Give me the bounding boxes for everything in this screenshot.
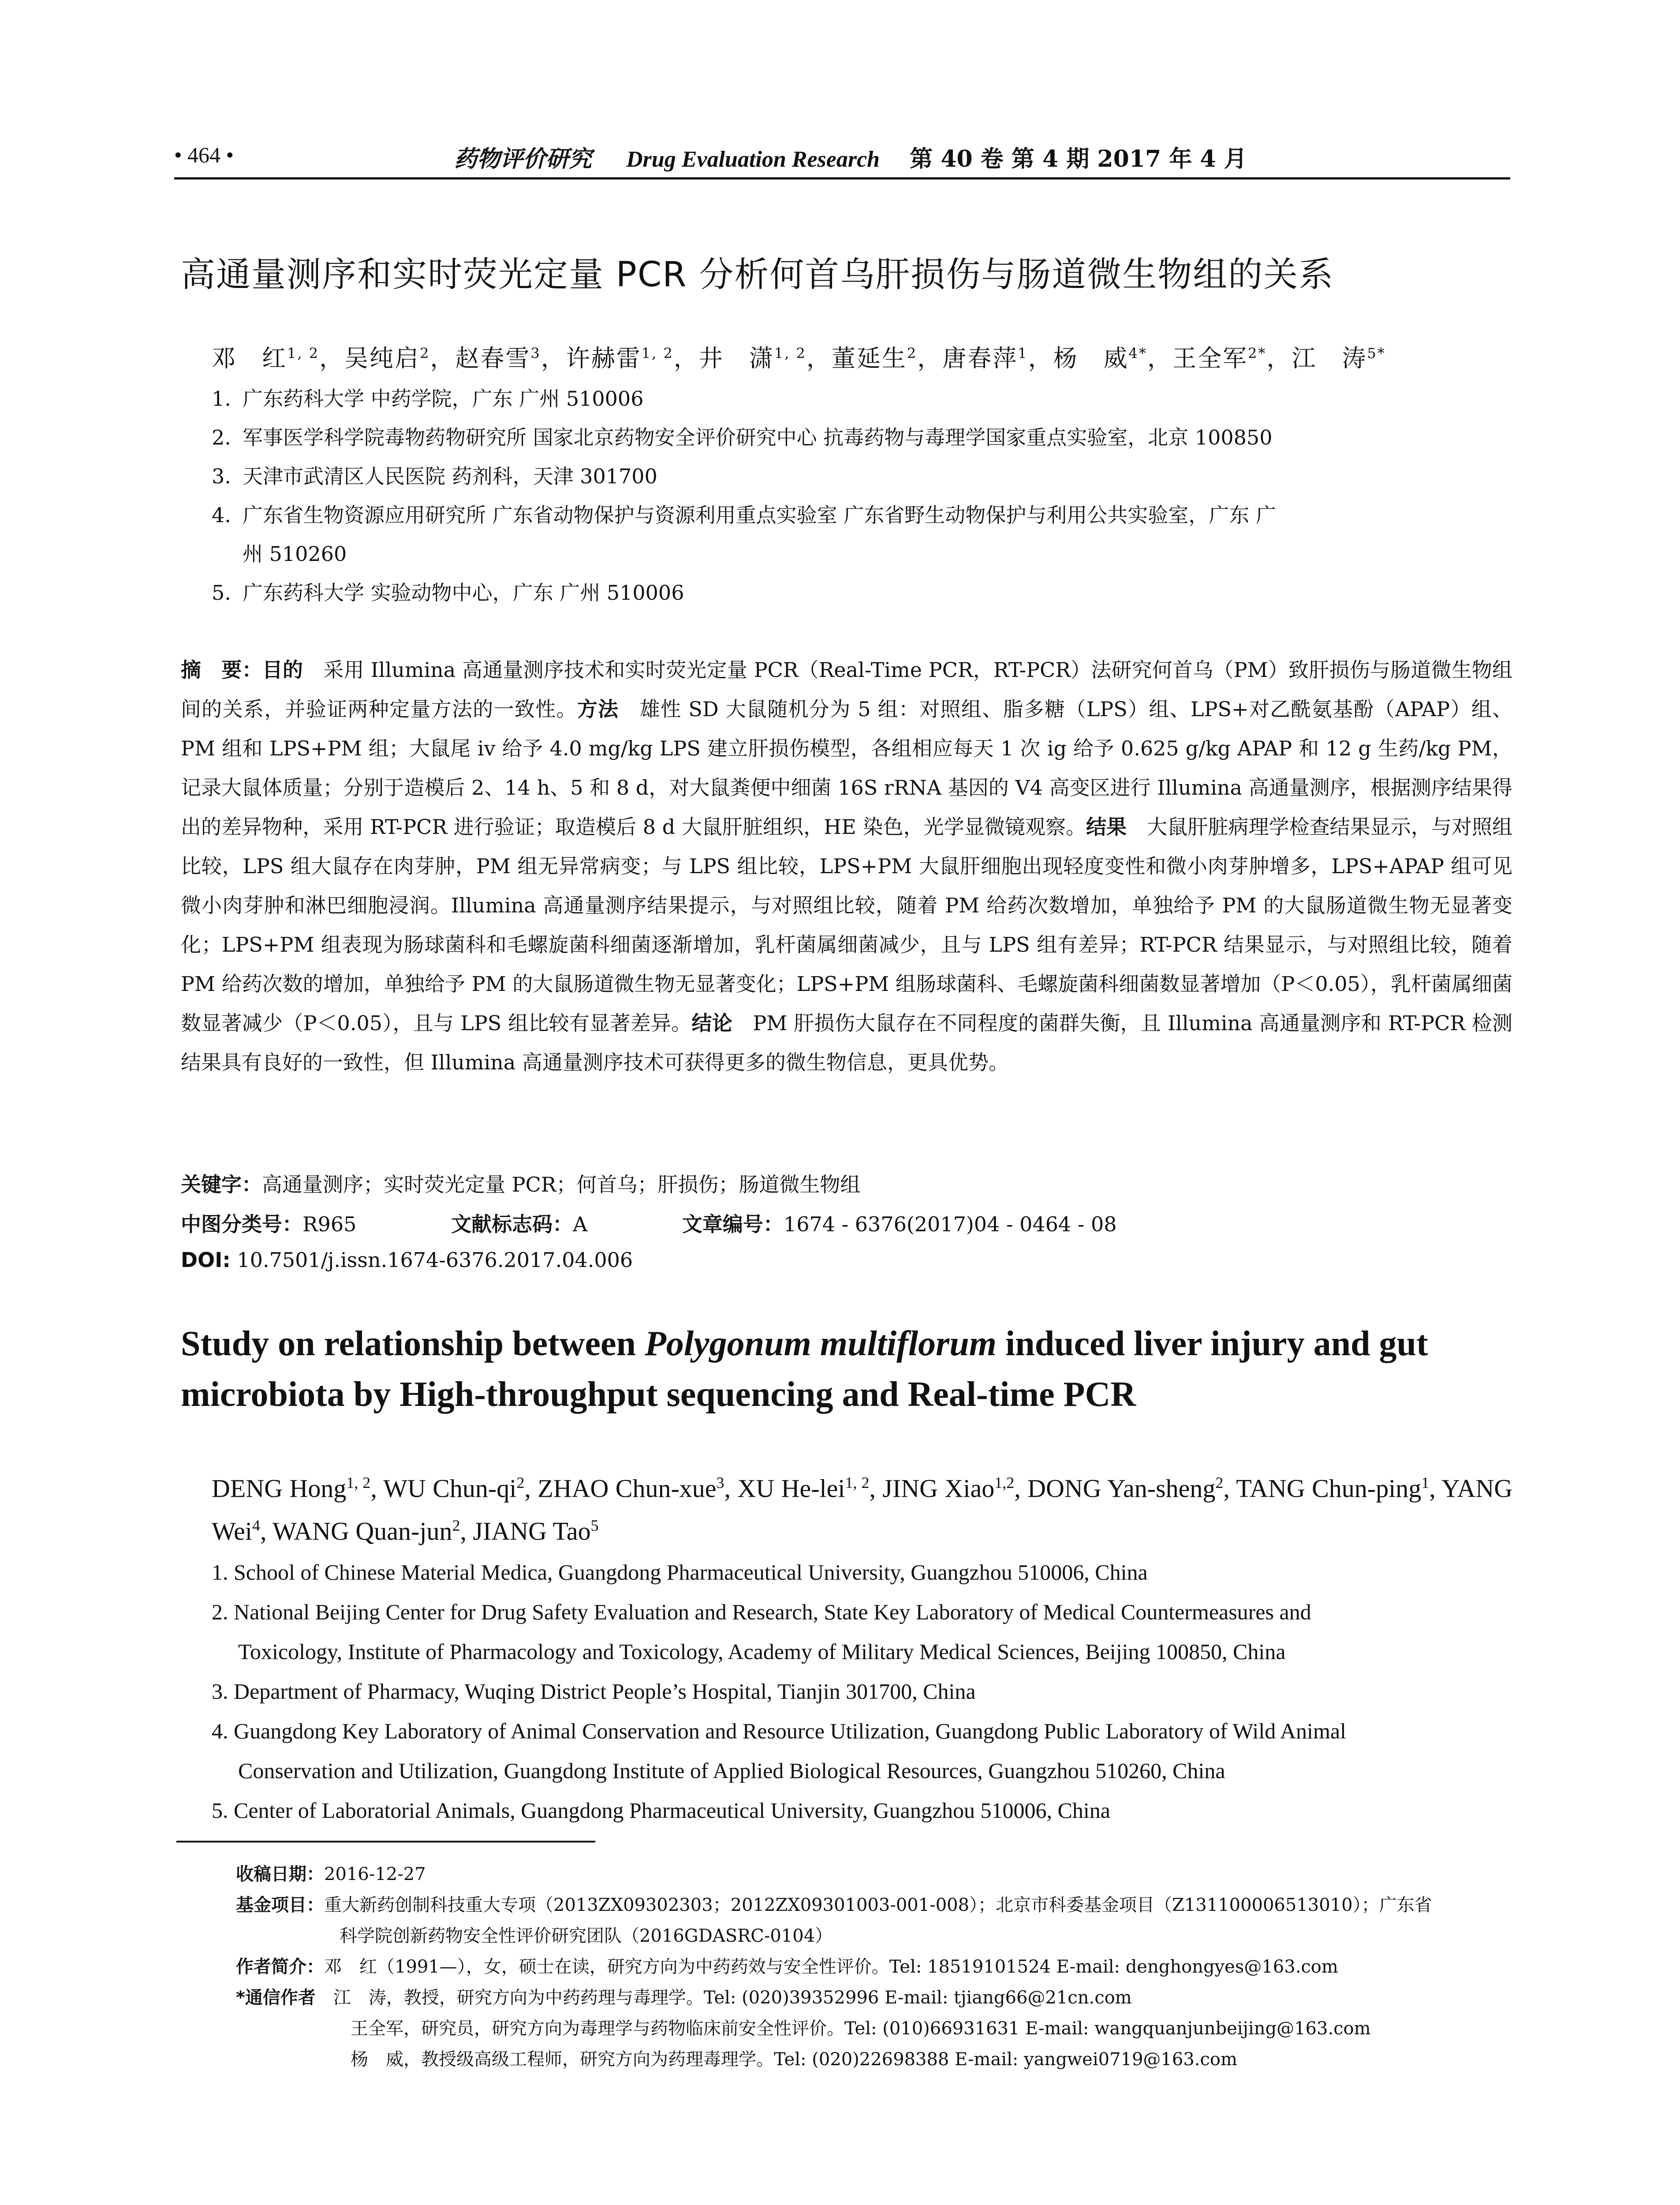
affiliation-item: 2. National Beijing Center for Drug Safety Evaluation and Research, State Key Laboratory of Medical Countermeasures and Toxicology, Institute of Pharmacology and Toxicology, Academy of Military Medical Sciences, Beijing 100850, China — [212, 1600, 1311, 1664]
affiliation-item: 1. 广东药科大学 中药学院，广东 广州 510006 — [212, 387, 644, 411]
received-date: 收稿日期：2016-12-27 — [236, 1864, 426, 1884]
affiliation-item: 5. 广东药科大学 实验动物中心，广东 广州 510006 — [212, 581, 684, 605]
affiliation-item: 4. 广东省生物资源应用研究所 广东省动物保护与资源利用重点实验室 广东省野生动物保护与利用公共实验室，广东 广 州 510260 — [212, 503, 1276, 566]
author-bio: 作者简介：邓 红（1991—），女，硕士在读，研究方向为中药药效与安全性评价。Tel: 18519101524 E-mail: denghongyes@163.com — [236, 1957, 1338, 1977]
author: 吴纯启$^2$， — [344, 344, 455, 372]
method-text: 雄性 SD 大鼠随机分为 5 组：对照组、脂多糖（LPS）组、LPS+对乙酰氨基酚（APAP）组、PM 组和 LPS+PM 组；大鼠尾 iv 给予 4.0 mg/kg LPS 建立肝损伤模型，各组相应每天 1 次 ig 给予 0.625 g/kg APAP 和 12 g 生药/kg PM，记录大鼠体质量；分别于造模后 2、14 h、5 和 8 d，对大鼠粪便中细菌 16S rRNA 基因的 V4 高变区进行 Illumina 高通量测序，根据测序结果得出的差异物种，采用 RT-PCR 进行验证；取造模后 8 d 大鼠肝脏组织，HE 染色，光学显微镜观察。 — [181, 697, 1513, 839]
chinese-title: 高通量测序和实时荧光定量 PCR 分析何首乌肝损伤与肠道微生物组的关系 — [181, 255, 1334, 295]
journal-name-en: Drug Evaluation Research — [626, 147, 880, 172]
header-rule — [174, 177, 1510, 179]
affiliation-item: 1. School of Chinese Material Medica, Guangdong Pharmaceutical University, Guangzhou 510006, China — [212, 1560, 1148, 1585]
objective-label: 目的 — [262, 658, 303, 682]
english-affiliations — [212, 1552, 1512, 1830]
abstract — [181, 650, 1512, 1082]
author: 董延生$^2$， — [831, 344, 943, 372]
corresponding-authors: *通信作者 江 涛，教授，研究方向为中药药理与毒理学。Tel: (020)39352996 E-mail: tjiang66@21cn.com 王全军，研究员，研究方向为毒理学与药物临床前安全性评价。Tel: (010)66931631 E-mail: wangquanjunbeijing@163.com 杨 威，教授级高级工程师，研究方向为药理毒理学。Tel: (020)22698388 E-mail: yangwei0719@163.com — [236, 1988, 1371, 2070]
affiliation-item: 4. Guangdong Key Laboratory of Animal Conservation and Resource Utilization, Guangdong Public Laboratory of Wild Animal Conservation and Utilization, Guangdong Institute of Applied Biological Resources, Guangzhou 510260, China — [212, 1719, 1346, 1783]
footnotes — [236, 1859, 1510, 2075]
author: 赵春雪$^3$， — [455, 344, 566, 372]
page-number: • 464 • — [174, 142, 234, 167]
keywords: 关键字：高通量测序；实时荧光定量 PCR；何首乌；肝损伤；肠道微生物组 — [181, 1173, 861, 1196]
english-title: Study on relationship between Polygonum multiflorum induced liver injury and gut microbiota by High-throughput sequencing and Real-time PCR — [181, 1324, 1428, 1414]
author: 江 涛$^{5*}$ — [1292, 344, 1386, 372]
author: 井 潇$^{1, 2}$， — [698, 344, 832, 372]
method-label: 方法 — [577, 697, 619, 721]
author: 杨 威$^{4*}$， — [1053, 344, 1172, 372]
objective-text: 采用 Illumina 高通量测序技术和实时荧光定量 PCR（Real-Time PCR，RT-PCR）法研究何首乌（PM）致肝损伤与肠道微生物组间的关系，并验证两种定量方法的一致性。 — [181, 658, 1513, 721]
author: 王全军$^{2*}$， — [1172, 344, 1292, 372]
result-text: 大鼠肝脏病理学检查结果显示，与对照组比较，LPS 组大鼠存在肉芽肿，PM 组无异常病变；与 LPS 组比较，LPS+PM 大鼠肝细胞出现轻度变性和微小肉芽肿增多，LPS+APAP 组可见微小肉芽肿和淋巴细胞浸润。Illumina 高通量测序结果提示，与对照组比较，随着 PM 给药次数增加，单独给予 PM 的大鼠肠道微生物无显著变化；LPS+PM 组表现为肠球菌科和毛螺旋菌科细菌逐渐增加，乳杆菌属细菌减少，且与 LPS 组有差异；RT-PCR 结果显示，与对照组比较，随着 PM 给药次数的增加，单独给予 PM 的大鼠肠道微生物无显著变化；LPS+PM 组肠球菌科、毛螺旋菌科细菌数显著增加（P＜0.05），乳杆菌属细菌数显著减少（P＜0.05），且与 LPS 组比较有显著差异。 — [181, 815, 1513, 1035]
english-author-list: DENG Hong$^{1, 2}$, WU Chun-$qi^2$, ZHAO Chun-xue$^3$, XU He-lei$^{1, 2}$, JING Xiao$^{1,2}$, DONG Yan-sheng$^2$, TANG Chun-ping$^1$, YANG Wei$^4$, WANG Quan-jun$^2$, JIANG Tao$^5$ — [212, 1474, 1513, 1546]
author: 唐春萍$^1$， — [942, 344, 1053, 372]
affiliation-item: 2. 军事医学科学院毒物药物研究所 国家北京药物安全评价研究中心 抗毒药物与毒理学国家重点实验室，北京 100850 — [212, 426, 1273, 449]
affiliation-item: 3. 天津市武清区人民医院 药剂科，天津 301700 — [212, 464, 657, 488]
conclusion-label: 结论 — [691, 1011, 733, 1035]
funding: 基金项目：重大新药创制科技重大专项（2013ZX09302303；2012ZX09301003-001-008）；北京市科委基金项目（Z131100006513010）；广东省 科学院创新药物安全性评价研究团队（2016GDASRC-0104） — [236, 1895, 1432, 1946]
result-label: 结果 — [1086, 815, 1127, 839]
classification-line: 中图分类号：R965 文献标志码：A 文章编号：1674 - 6376(2017)04 - 0464 - 08 — [181, 1212, 1117, 1236]
abstract-label: 摘 要： — [181, 658, 262, 682]
footnote-rule — [176, 1841, 595, 1842]
author: 邓 红$^{1, 2}$， — [212, 344, 345, 372]
chinese-author-list — [212, 340, 1386, 374]
issue-info: 第 40 卷 第 4 期 2017 年 4 月 — [910, 146, 1247, 172]
author: 许赫雷$^{1, 2}$， — [566, 344, 699, 372]
conclusion-text: PM 肝损伤大鼠存在不同程度的菌群失衡，且 Illumina 高通量测序和 RT-PCR 检测结果具有良好的一致性，但 Illumina 高通量测序技术可获得更多的微生物信息，更具优势。 — [181, 1011, 1513, 1074]
doi: DOI: 10.7501/j.issn.1674-6376.2017.04.006 — [181, 1248, 633, 1272]
doi-link[interactable]: 10.7501/j.issn.1674-6376.2017.04.006 — [230, 1248, 633, 1272]
running-header — [454, 140, 1247, 173]
affiliation-item: 5. Center of Laboratorial Animals, Guangdong Pharmaceutical University, Guangzhou 510006, China — [212, 1798, 1110, 1823]
chinese-affiliations — [212, 379, 1512, 612]
affiliation-item: 3. Department of Pharmacy, Wuqing District People’s Hospital, Tianjin 301700, China — [212, 1679, 976, 1704]
journal-logo-cn: 药物评价研究 — [454, 146, 592, 172]
